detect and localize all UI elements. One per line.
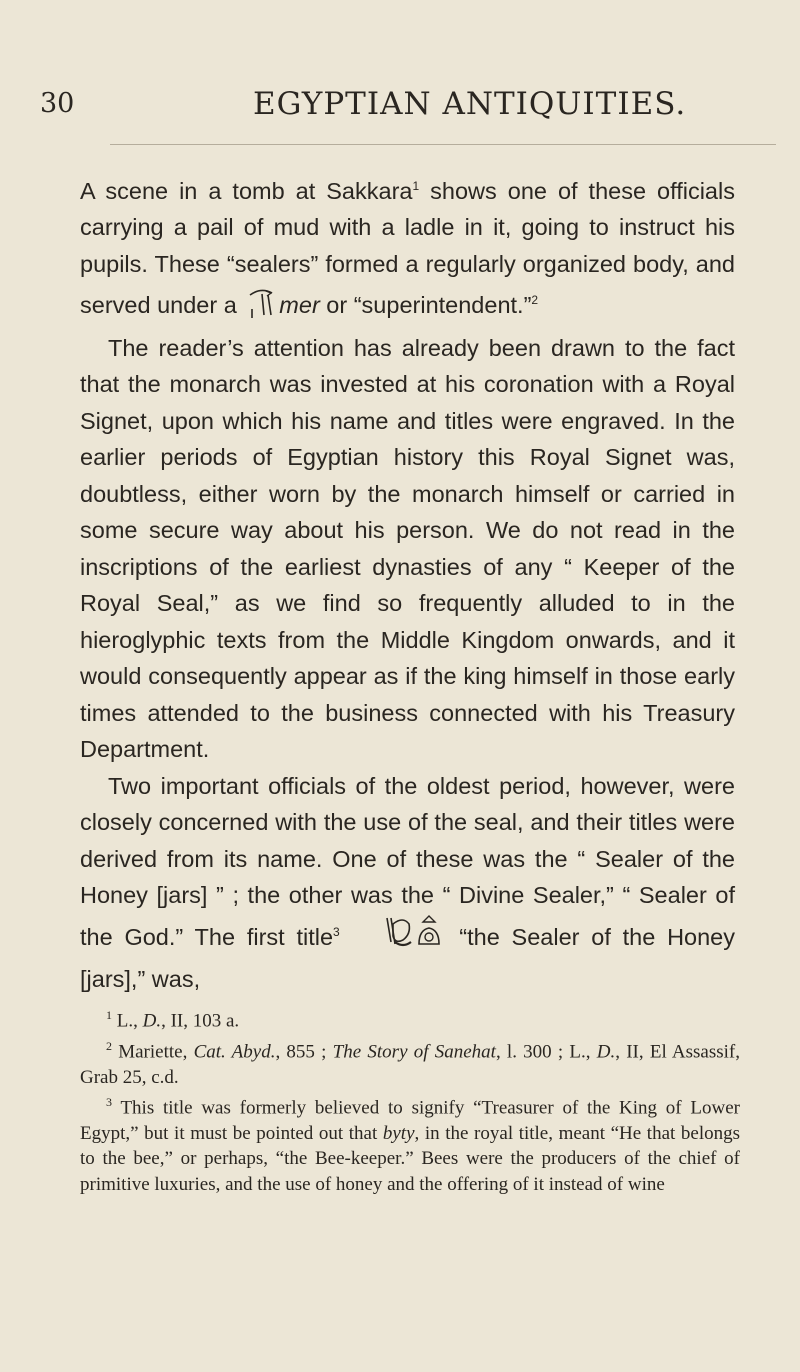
fn3-text-b: , in the royal title, meant “He that belongs to the bee,” or perhaps, “the Bee-keeper.” Bees were the producers of the chief of primitive luxuries, and the use of honey and the offering of it instead of wine [80,1122,740,1195]
fn3-text-a: This title was formerly believed to signify “Treasurer of the King of Lower Egypt,” but it must be pointed out that [80,1097,740,1144]
p1-italic-mer: mer [279,292,320,319]
body-text [80,168,735,997]
paragraph-2: The reader’s attention has already been drawn to the fact that the monarch was invested at his coronation with a Royal Signet, upon which his name and titles were engraved. In the earlier periods of Egyptian history this Royal Signet was, doubtless, either worn by the monarch himself or carried in some secure way about his person. We do not read in the inscriptions of the earliest dynasties of any “ Keeper of the Royal Seal,” as we find so frequently alluded to in the hieroglyphic texts from the Middle Kingdom onwards, and it would consequently appear as if the king himself in those early times attended to the business connected with his Treasury Department. [80,334,735,763]
fn1-text-a: L., [116,1010,143,1032]
fn2-text-a: Mariette, [118,1041,194,1063]
footnote-ref-3[interactable]: 3 [333,924,340,939]
footnote-3 [80,1090,740,1197]
footnote-ref-1[interactable]: 1 [412,179,420,193]
fn2-italic-1: Cat. Abyd. [193,1041,276,1063]
fn3-italic-1: byty [382,1122,415,1144]
header-rule [110,144,776,145]
footnote-1 [80,1003,740,1034]
p1-text-b: shows one of these officials carrying a pail of mud with a ladle in it, going to instruct his pupils. These “sealers” formed a regularly organized body, and served under a [80,177,735,319]
running-head: EGYPTIAN ANTIQUITIES. [253,86,687,122]
p3-text-b: “the Sealer of the Honey [jars],” was, [80,923,735,992]
sealer-of-honey-hieroglyph-icon [355,914,445,961]
fn1-italic-1: D. [142,1010,162,1032]
mer-hieroglyph-icon [246,285,276,330]
fn2-italic-2: The Story of Sanehat [332,1041,496,1063]
p1-text-c: or “superintendent.” [319,292,532,319]
paragraph-1 [80,168,735,330]
footnote-mark-2: 2 [106,1038,112,1053]
fn2-text-b: , 855 ; [275,1041,333,1063]
paragraph-3 [80,768,735,998]
fn2-italic-3: D. [596,1041,616,1063]
footnote-mark-1: 1 [106,1008,112,1022]
p3-text-a: Two important officials of the oldest period, however, were closely concerned with the use of the seal, and their titles were derived from its name. One of these was the “ Sealer of the Honey [jars] ” ; the other was the “ Divine Sealer,” “ Sealer of the God.” The first title [80,772,735,950]
footnote-mark-3: 3 [106,1095,112,1110]
fn2-text-d: , II, El Assassif, Grab 25, c.d. [80,1041,741,1088]
footnote-2 [80,1034,740,1090]
page-number: 30 [40,88,75,119]
footnotes [80,1003,740,1197]
footnote-ref-2[interactable]: 2 [531,293,539,308]
fn1-text-b: , II, 103 a. [161,1010,240,1032]
fn2-text-c: , l. 300 ; L., [495,1041,597,1063]
p1-text-a: A scene in a tomb at Sakkara [80,177,413,204]
